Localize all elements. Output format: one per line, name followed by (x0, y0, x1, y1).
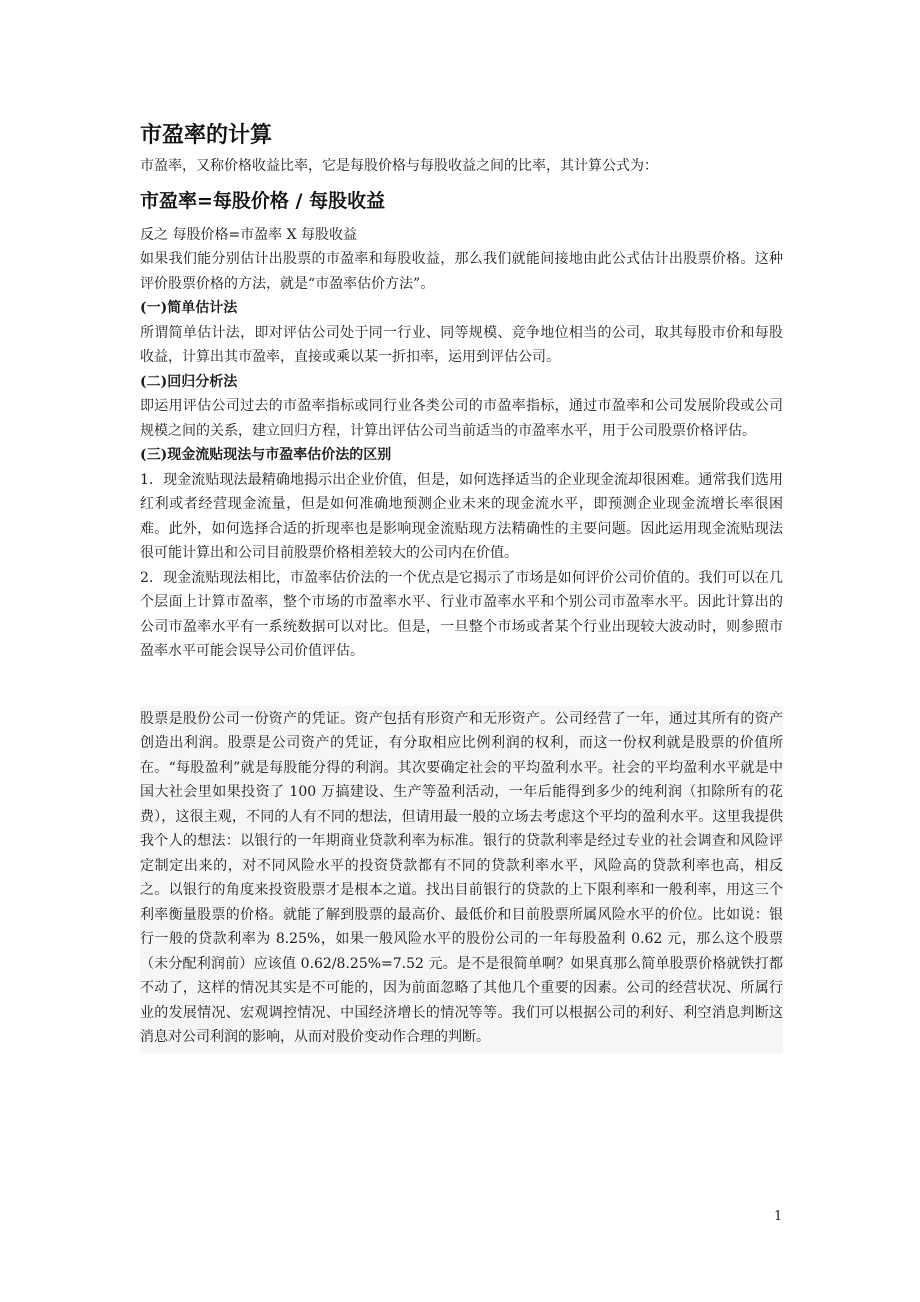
section1-text: 所谓简单估计法，即对评估公司处于同一行业、同等规模、竞争地位相当的公司，取其每股市价和每股收益，计算出其市盈率，直接或乘以某一折扣率，运用到评估公司。 (140, 324, 783, 365)
inverse-formula: 反之 每股价格=市盈率 X 每股收益 (140, 226, 358, 243)
document-body (140, 118, 783, 1053)
essay-block (140, 706, 783, 1053)
section3-heading: (三)现金流贴现法与市盈率估价法的区别 (140, 447, 392, 463)
formula-line: 市盈率=每股价格 / 每股收益 (140, 189, 386, 212)
estimate-paragraph: 如果我们能分别估计出股票的市盈率和每股收益，那么我们就能间接地由此公式估计出股票价格。这种评价股票价格的方法，就是“市盈率估价方法”。 (140, 251, 783, 292)
document-title: 市盈率的计算 (140, 123, 273, 148)
section3-point1: 1．现金流贴现法最精确地揭示出企业价值，但是，如何选择适当的企业现金流却很困难。通常我们选用红利或者经营现金流量，但是如何准确地预测企业未来的现金流水平，即预测企业现金流增长率很困难。此外，如何选择合适的折现率也是影响现金流贴现方法精确性的主要问题。因此运用现金流贴现法很可能计算出和公司目前股票价格相差较大的公司内在价值。 (140, 471, 783, 561)
section3-point2 (140, 566, 783, 664)
section2-heading: (二)回归分析法 (140, 373, 238, 390)
intro-paragraph: 市盈率，又称价格收益比率，它是每股价格与每股收益之间的比率，其计算公式为： (140, 158, 658, 174)
section3-point2-text: 2．现金流贴现法相比，市盈率估价法的一个优点是它揭示了市场是如何评价公司价值的。我们可以在几个层面上计算市盈率，整个市场的市盈率水平、行业市盈率水平和个别公司市盈率水平。因此计算出的公司市盈率水平有一系统数据可以对比。但是，一旦整个市场或者某个行业出现较大波动时，则参照市盈率水平可能会误导公司价值评估。 (140, 569, 783, 659)
essay-paragraph: 股票是股份公司一份资产的凭证。资产包括有形资产和无形资产。公司经营了一年，通过其所有的资产创造出利润。股票是公司资产的凭证，有分取相应比例利润的权利，而这一份权利就是股票的价值所在。“每股盈利”就是每股能分得的利润。其次要确定社会的平均盈利水平。社会的平均盈利水平就是中国大社会里如果投资了 100 万搞建设、生产等盈利活动，一年后能得到多少的纯利润（扣除所有的花费），这很主观，不同的人有不同的想法，但请用最一般的立场去考虑这个平均的盈利水平。这里我提供我个人的想法：以银行的一年期商业贷款利率为标准。银行的贷款利率是经过专业的社会调查和风险评定制定出来的，对不同风险水平的投资贷款都有不同的贷款利率水平，风险高的贷款利率也高，相反之。以银行的角度来投资股票才是根本之道。找出目前银行的贷款的上下限利率和一般利率，用这三个利率衡量股票的价格。就能了解到股票的最高价、最低价和目前股票所属风险水平的价位。比如说：银行一般的贷款利率为 8.25%，如果一般风险水平的股份公司的一年每股盈利 0.62 元，那么这个股票（未分配利润前）应该值 0.62/8.25%=7.52 元。是不是很简单啊？如果真那么简单股票价格就铁打都不动了，这样的情况其实是不可能的，因为前面忽略了其他几个重要的因素。公司的经营状况、所属行业的发展情况、宏观调控情况、中国经济增长的情况等等。我们可以根据公司的利好、利空消息判断这消息对公司利润的影响，从而对股价变动作合理的判断。 (140, 710, 783, 1045)
section2-text: 即运用评估公司过去的市盈率指标或同行业各类公司的市盈率指标，通过市盈率和公司发展阶段或公司规模之间的关系，建立回归方程，计算出评估公司当前适当的市盈率水平，用于公司股票价格评估。 (140, 398, 783, 439)
section1-heading: (一)简单估计法 (140, 300, 238, 316)
page-number: 1 (774, 1209, 783, 1224)
